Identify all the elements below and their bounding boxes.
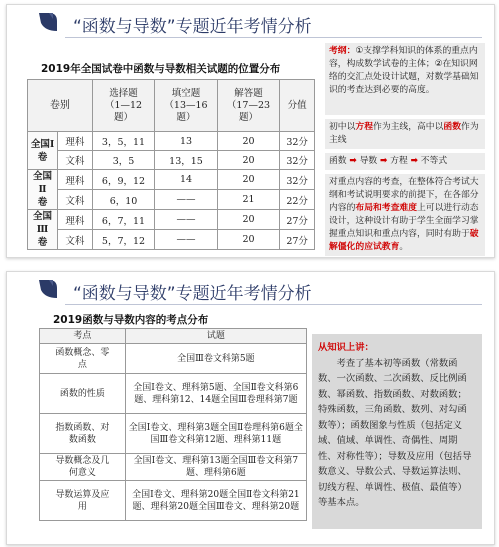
cell-type: 理科 — [58, 132, 93, 151]
knowledge-text: 考查了基本初等函数（常数函数、一次函数、二次函数、反比例函数、幂函数、指数函数、对数函数；特殊函数，三角函数、数列、对勾函数等）；函数图象与性质（包括定义域、值域、单调性、奇偶性、周期性、对称性等）；导数及应用（包括导数意义、导数公式、导数运算法则、切线方程、单调性、极值、最值等）等基本点。 — [318, 357, 472, 508]
table-row — [28, 190, 315, 210]
table-row — [40, 414, 307, 454]
cell-fill: 14 — [155, 170, 217, 190]
slide-2 — [6, 271, 495, 545]
cell-items: 全国Ⅲ卷文科第5题 — [125, 344, 306, 374]
header-items: 试题 — [125, 329, 306, 344]
cell-score: 32分 — [280, 132, 315, 151]
note-syllabus: 考纲：①支撑学科知识的体系的重点内容，构成数学试卷的主体；②在知识网络的交汇点处设计试题，对数学基础知识的考查达到必要的高度。 — [325, 43, 485, 115]
cell-answer: 20 — [217, 132, 279, 151]
cell-point: 导数概念及几 何意义 — [40, 454, 126, 481]
cell-score: 27分 — [280, 230, 315, 250]
title-underline — [65, 304, 482, 305]
notes-panel — [325, 43, 485, 258]
cell-choice: 5，7，12 — [92, 230, 154, 250]
cell-point: 函数的性质 — [40, 374, 126, 414]
title-row — [7, 272, 494, 306]
cell-fill: —— — [155, 210, 217, 230]
table-row — [28, 151, 315, 170]
cell-point: 导数运算及应 用 — [40, 481, 126, 521]
cell-answer: 21 — [217, 190, 279, 210]
title-underline — [65, 37, 482, 38]
cell-point: 指数函数、对 数函数 — [40, 414, 126, 454]
cell-point: 函数概念、零 点 — [40, 344, 126, 374]
cell-type: 文科 — [58, 190, 93, 210]
table-row — [40, 481, 307, 521]
note-mainline: 初中以方程作为主线，高中以函数作为主线 — [325, 119, 485, 149]
group-name: 全国Ⅰ 卷 — [28, 132, 58, 170]
cell-type: 理科 — [58, 210, 93, 230]
cell-choice: 6，10 — [92, 190, 154, 210]
cell-fill: 13 — [155, 132, 217, 151]
table-row — [40, 454, 307, 481]
cell-answer: 20 — [217, 170, 279, 190]
table-row — [40, 344, 307, 374]
note-design: 对重点内容的考查，在整体符合考试大纲和考试说明要求的前提下，在各部分内容的布局和考查难度上可以进行动态设计，这种设计有助于学生全面学习掌握重点知识和重点内容，同时有助于破解僵化的应试教育。 — [325, 174, 485, 256]
cell-items: 全国Ⅰ卷文、理科第3题全国Ⅱ卷理科第6题全国Ⅲ卷文科第12题、理科第11题 — [125, 414, 306, 454]
table-row — [28, 132, 315, 151]
cell-choice: 6，7，11 — [92, 210, 154, 230]
knowledge-heading: 从知识上讲： — [318, 342, 374, 353]
slide-title: “函数与导数”专题近年考情分析 — [73, 284, 312, 304]
cell-answer: 20 — [217, 230, 279, 250]
cell-items: 全国Ⅰ卷文、理科第5题、全国Ⅱ卷文科第6题、理科第12、14题全国Ⅲ卷理科第7题 — [125, 374, 306, 414]
group-name: 全国Ⅱ 卷 — [28, 170, 58, 210]
header-score: 分值 — [280, 80, 315, 132]
group-name: 全国Ⅲ 卷 — [28, 210, 58, 250]
cell-fill: 13，15 — [155, 151, 217, 170]
table-row — [40, 374, 307, 414]
cell-score: 32分 — [280, 170, 315, 190]
cell-fill: —— — [155, 230, 217, 250]
exam-point-table — [39, 328, 307, 521]
cell-choice: 6，9，12 — [92, 170, 154, 190]
right-arrow-icon: ➡ — [379, 156, 388, 166]
header-point: 考点 — [40, 329, 126, 344]
header-answer: 解答题 （17—23 题） — [217, 80, 279, 132]
cell-choice: 3，5，11 — [92, 132, 154, 151]
cell-items: 全国Ⅰ卷文、理科第20题全国Ⅱ卷文科第21题、理科第20题全国Ⅲ卷文、理科第20题 — [125, 481, 306, 521]
cell-fill: —— — [155, 190, 217, 210]
title-row — [7, 5, 494, 39]
cell-answer: 20 — [217, 210, 279, 230]
note-chain: 函数 ➡ 导数 ➡ 方程 ➡ 不等式 — [325, 153, 485, 170]
slide-1 — [6, 4, 495, 258]
logo-icon — [37, 278, 59, 300]
cell-score: 22分 — [280, 190, 315, 210]
table-caption: 2019函数与导数内容的考点分布 — [53, 314, 209, 326]
cell-type: 理科 — [58, 170, 93, 190]
header-choice: 选择题 （1—12 题） — [92, 80, 154, 132]
cell-score: 32分 — [280, 151, 315, 170]
table-row — [28, 210, 315, 230]
cell-type: 文科 — [58, 151, 93, 170]
cell-items: 全国Ⅰ卷文、理科第13题全国Ⅲ卷文科第7题、理科第6题 — [125, 454, 306, 481]
position-distribution-table — [27, 79, 315, 250]
table-caption: 2019年全国试卷中函数与导数相关试题的位置分布 — [41, 63, 281, 75]
header-fill: 填空题 （13—16 题） — [155, 80, 217, 132]
knowledge-panel — [312, 334, 482, 529]
slide-title: “函数与导数”专题近年考情分析 — [73, 17, 312, 37]
cell-answer: 20 — [217, 151, 279, 170]
cell-type: 文科 — [58, 230, 93, 250]
header-juanbie: 卷别 — [28, 80, 93, 132]
cell-score: 27分 — [280, 210, 315, 230]
right-arrow-icon: ➡ — [349, 156, 357, 166]
table-row — [28, 170, 315, 190]
cell-choice: 3，5 — [92, 151, 154, 170]
logo-icon — [37, 11, 59, 33]
right-arrow-icon: ➡ — [410, 156, 418, 166]
table-row — [28, 230, 315, 250]
